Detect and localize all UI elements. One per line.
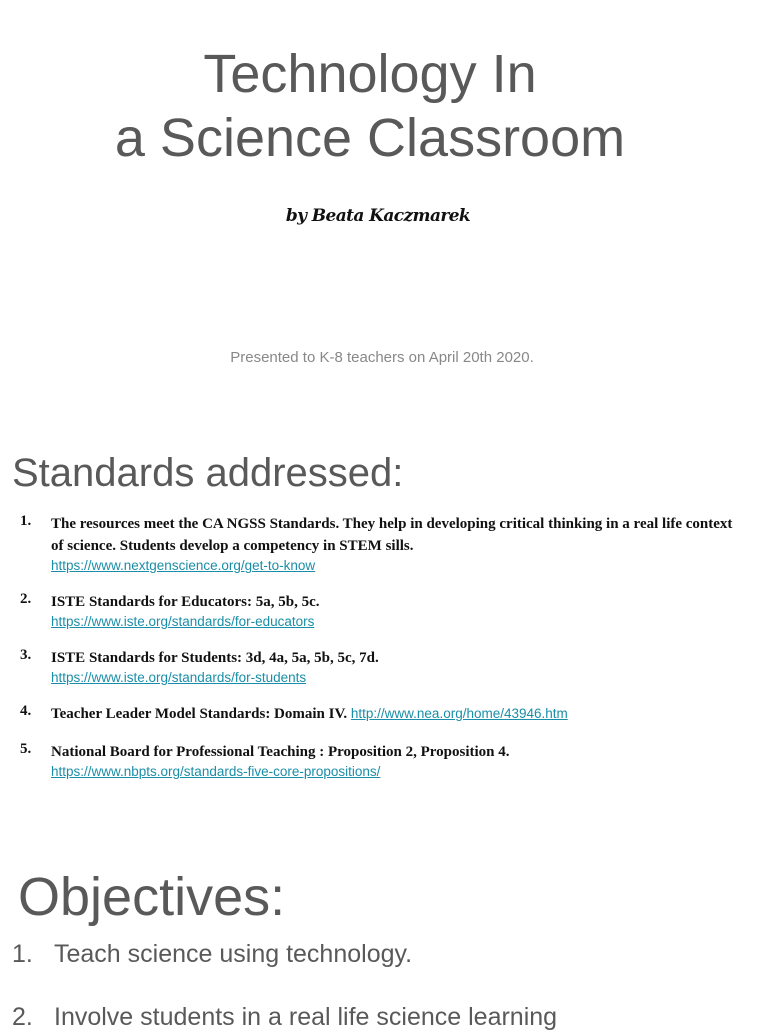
objective-item-2 [12,1003,557,1032]
standard-text: ISTE Standards for Students: 3d, 4a, 5a, 5b, 5c, 7d. [51,650,379,666]
standard-number: 2. [20,591,32,607]
author-byline: by Beata Kaczmarek [285,206,471,226]
standard-link[interactable]: https://www.iste.org/standards/for-educators [51,614,315,629]
standard-link[interactable]: https://www.iste.org/standards/for-students [51,670,307,685]
standard-link[interactable]: https://www.nextgenscience.org/get-to-know [51,558,316,573]
standard-link[interactable]: http://www.nea.org/home/43946.htm [350,706,568,721]
standard-text: ISTE Standards for Educators: 5a, 5b, 5c. [51,594,320,610]
title-line-2: a Science Classroom [114,108,626,168]
objective-text: Teach science using technology. [54,940,413,968]
title-line-1: Technology In [203,44,537,104]
page-title [0,42,740,170]
standard-text: The resources meet the CA NGSS Standards. They help in developing critical thinking in a real life context of science. Students develop a competency in STEM sills. [51,516,733,554]
objectives-heading: Objectives: [18,867,286,927]
objective-text: Involve students in a real life science learning [54,1003,558,1031]
standard-text: National Board for Professional Teaching : Proposition 2, Proposition 4. [51,744,510,760]
standard-link[interactable]: https://www.nbpts.org/standards-five-core-propositions/ [51,764,381,779]
objective-number: 1. [12,940,33,968]
standard-number: 5. [20,741,32,757]
presented-note: Presented to K-8 teachers on April 20th 2020. [230,349,534,366]
standard-text: Teacher Leader Model Standards: Domain IV. [51,706,348,722]
standards-heading: Standards addressed: [12,451,404,495]
standard-number: 1. [20,513,32,529]
objective-item-1 [12,940,412,969]
objective-number: 2. [12,1003,33,1031]
standard-number: 4. [20,703,32,719]
standard-number: 3. [20,647,32,663]
